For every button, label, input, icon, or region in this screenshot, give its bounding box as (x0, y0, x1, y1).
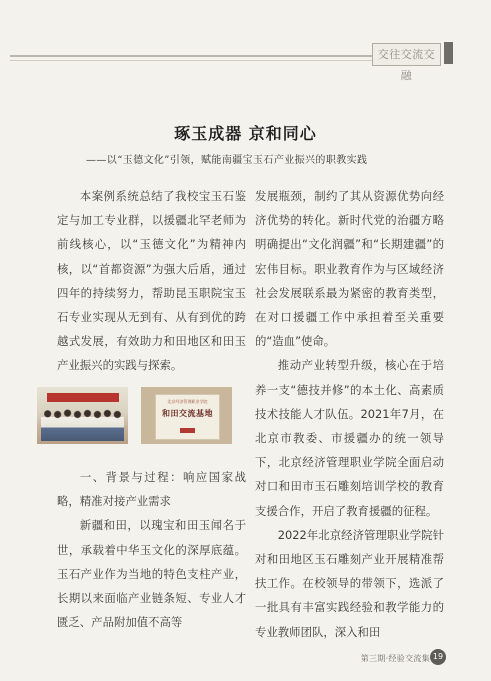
section-heading: 一、背景与过程：响应国家战略，精准对接产业需求 (57, 470, 246, 509)
article-title: 琢玉成器 京和同心 (174, 124, 317, 143)
plaque (155, 394, 220, 440)
left-column-bottom (57, 465, 246, 634)
group-photo (37, 387, 128, 444)
header-rule-thin (10, 60, 380, 61)
group-photo-people (41, 407, 124, 441)
header-rule (10, 55, 380, 57)
plaque-main-text: 和田交流基地 (162, 408, 213, 418)
intro-paragraph: 本案例系统总结了我校宝玉石鉴定与加工专业群，以援疆北罕老师为前线核心，以“玉德文化”为精神内核，以“首都资源”为强大后盾，通过四年的持续努力，帮助昆玉职院宝玉石专业实现从无到有、从有到优的跨越式发展，有效助力和田地区和田玉产业振兴的实践与探索。 (57, 189, 246, 373)
continuation-paragraph: 发展瓶颈，制约了其从资源优势向经济优势的转化。新时代党的治疆方略明确提出“文化润疆”和“长期建疆”的宏伟目标。职业教育作为与区域经济社会发展联系最为紧密的教育类型，在对口援疆工作中承担着至关重要的“造血”使命。 (255, 189, 444, 349)
assistance-paragraph: 2022年北京经济管理职业学院针对和田地区玉石雕刻产业开展精准帮扶工作。在校领导的带领下，选派了一批具有丰富实践经验和教学能力的专业教师团队，深入和田 (255, 527, 444, 639)
plaque-caption-top: 北京经济管理职业学院 (167, 399, 208, 404)
right-column (255, 184, 444, 644)
section-label: 交往交流交融 (372, 43, 441, 66)
group-photo-banner (47, 393, 119, 402)
plaque-seal (180, 428, 195, 433)
section-tab-marker (444, 42, 453, 64)
plaque-photo (141, 387, 232, 444)
issue-label: 第三期·经验交流集 (360, 654, 430, 663)
left-column-top (57, 184, 246, 378)
upgrade-paragraph: 推动产业转型升级，核心在于培养一支“德技并修”的本土化、高素质技术技能人才队伍。2021年7月，在北京市教委、市援疆办的统一领导下，北京经济管理职业学院全面启动对口和田市玉石雕刻培训学校的教育支援合作，开启了教育援疆的征程。 (255, 358, 444, 518)
background-paragraph: 新疆和田，以瑰宝和田玉闻名于世，承载着中华玉文化的深厚底蕴。玉石产业作为当地的特色支柱产业，长期以来面临产业链条短、专业人才匮乏、产品附加值不高等 (57, 518, 246, 630)
page-number: 19 (430, 649, 446, 665)
article-subtitle: ——以“玉德文化”引领，赋能南疆宝玉石产业振兴的职教实践 (86, 155, 368, 166)
